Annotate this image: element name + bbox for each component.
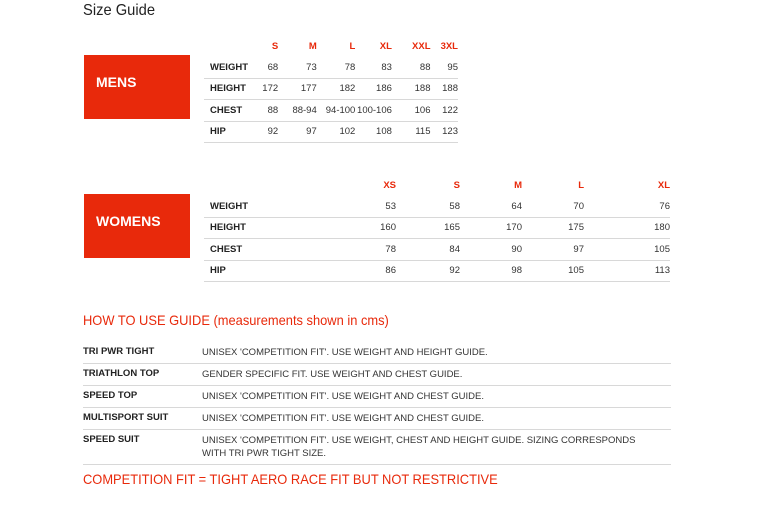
cell: 175 <box>522 217 584 239</box>
product-name: TRIATHLON TOP <box>83 364 202 386</box>
table-row <box>204 239 670 261</box>
list-item <box>83 386 671 408</box>
cell: 84 <box>396 239 460 261</box>
cell: 106 <box>392 100 431 122</box>
cell: 86 <box>264 260 396 282</box>
cell: 105 <box>522 260 584 282</box>
womens-size-header: S <box>453 179 460 191</box>
mens-size-header-row <box>204 35 458 57</box>
cell: 188 <box>392 78 431 100</box>
cell: 105 <box>584 239 670 261</box>
row-label: WEIGHT <box>204 57 249 78</box>
mens-size-header: M <box>308 40 317 52</box>
product-name: MULTISPORT SUIT <box>83 408 202 430</box>
table-row <box>204 121 458 143</box>
cell: 73 <box>278 57 317 78</box>
womens-size-header: L <box>578 179 584 191</box>
cell: 94-100 <box>317 100 356 122</box>
cell: 88 <box>392 57 431 78</box>
cell: 58 <box>396 196 460 217</box>
mens-size-table <box>204 35 458 143</box>
list-item <box>83 408 671 430</box>
row-label: HEIGHT <box>204 78 249 100</box>
cell: 122 <box>431 100 459 122</box>
womens-size-header: XS <box>383 179 396 191</box>
womens-size-header: XL <box>657 179 670 191</box>
row-label: WEIGHT <box>204 196 264 217</box>
cell: 160 <box>264 217 396 239</box>
product-guide: UNISEX 'COMPETITION FIT'. USE WEIGHT AND CHEST GUIDE. <box>202 408 671 430</box>
cell: 182 <box>317 78 356 100</box>
cell: 100-106 <box>355 100 392 122</box>
cell: 102 <box>317 121 356 143</box>
cell: 88 <box>249 100 278 122</box>
competition-fit-note: COMPETITION FIT = TIGHT AERO RACE FIT BUT NOT RESTRICTIVE <box>83 471 498 487</box>
cell: 180 <box>584 217 670 239</box>
cell: 108 <box>355 121 392 143</box>
cell: 115 <box>392 121 431 143</box>
cell: 98 <box>460 260 522 282</box>
mens-size-header: XL <box>379 40 392 52</box>
cell: 123 <box>431 121 459 143</box>
table-row <box>204 78 458 100</box>
cell: 76 <box>584 196 670 217</box>
cell: 188 <box>431 78 459 100</box>
cell: 170 <box>460 217 522 239</box>
mens-label: MENS <box>96 74 137 90</box>
cell: 53 <box>264 196 396 217</box>
cell: 78 <box>264 239 396 261</box>
product-guide: UNISEX 'COMPETITION FIT'. USE WEIGHT, CHEST AND HEIGHT GUIDE. SIZING CORRESPONDS WITH TRI PWR TIGHT SIZE. <box>202 430 671 465</box>
womens-label-block <box>84 194 190 258</box>
product-guide: UNISEX 'COMPETITION FIT'. USE WEIGHT AND CHEST GUIDE. <box>202 386 671 408</box>
cell: 165 <box>396 217 460 239</box>
product-guide: UNISEX 'COMPETITION FIT'. USE WEIGHT AND HEIGHT GUIDE. <box>202 342 671 364</box>
cell: 95 <box>431 57 459 78</box>
cell: 90 <box>460 239 522 261</box>
product-name: SPEED SUIT <box>83 430 202 465</box>
mens-label-block <box>84 55 190 119</box>
row-label: HIP <box>204 121 249 143</box>
cell: 97 <box>522 239 584 261</box>
womens-size-table <box>204 174 670 282</box>
list-item <box>83 430 671 465</box>
product-name: SPEED TOP <box>83 386 202 408</box>
cell: 113 <box>584 260 670 282</box>
cell: 97 <box>278 121 317 143</box>
table-row <box>204 57 458 78</box>
mens-size-header: XXL <box>412 40 431 52</box>
list-item <box>83 342 671 364</box>
cell: 92 <box>249 121 278 143</box>
cell: 186 <box>355 78 392 100</box>
cell: 64 <box>460 196 522 217</box>
cell: 83 <box>355 57 392 78</box>
table-row <box>204 100 458 122</box>
mens-size-header: S <box>271 40 279 52</box>
table-row <box>204 196 670 217</box>
cell: 92 <box>396 260 460 282</box>
page-title: Size Guide <box>83 2 156 19</box>
womens-label: WOMENS <box>96 213 161 229</box>
womens-size-header: M <box>514 179 522 191</box>
cell: 177 <box>278 78 317 100</box>
womens-size-header-row <box>204 174 670 196</box>
row-label: HEIGHT <box>204 217 264 239</box>
mens-size-header: L <box>349 40 356 52</box>
how-to-use-table <box>83 342 671 465</box>
how-to-use-heading: HOW TO USE GUIDE (measurements shown in cms) <box>83 312 389 328</box>
table-row <box>204 260 670 282</box>
table-row <box>204 217 670 239</box>
cell: 78 <box>317 57 356 78</box>
row-label: HIP <box>204 260 264 282</box>
row-label: CHEST <box>204 239 264 261</box>
row-label: CHEST <box>204 100 249 122</box>
cell: 172 <box>249 78 278 100</box>
product-name: TRI PWR TIGHT <box>83 342 202 364</box>
mens-size-header: 3XL <box>440 40 458 52</box>
cell: 68 <box>249 57 278 78</box>
list-item <box>83 364 671 386</box>
cell: 88-94 <box>278 100 317 122</box>
cell: 70 <box>522 196 584 217</box>
product-guide: GENDER SPECIFIC FIT. USE WEIGHT AND CHEST GUIDE. <box>202 364 671 386</box>
